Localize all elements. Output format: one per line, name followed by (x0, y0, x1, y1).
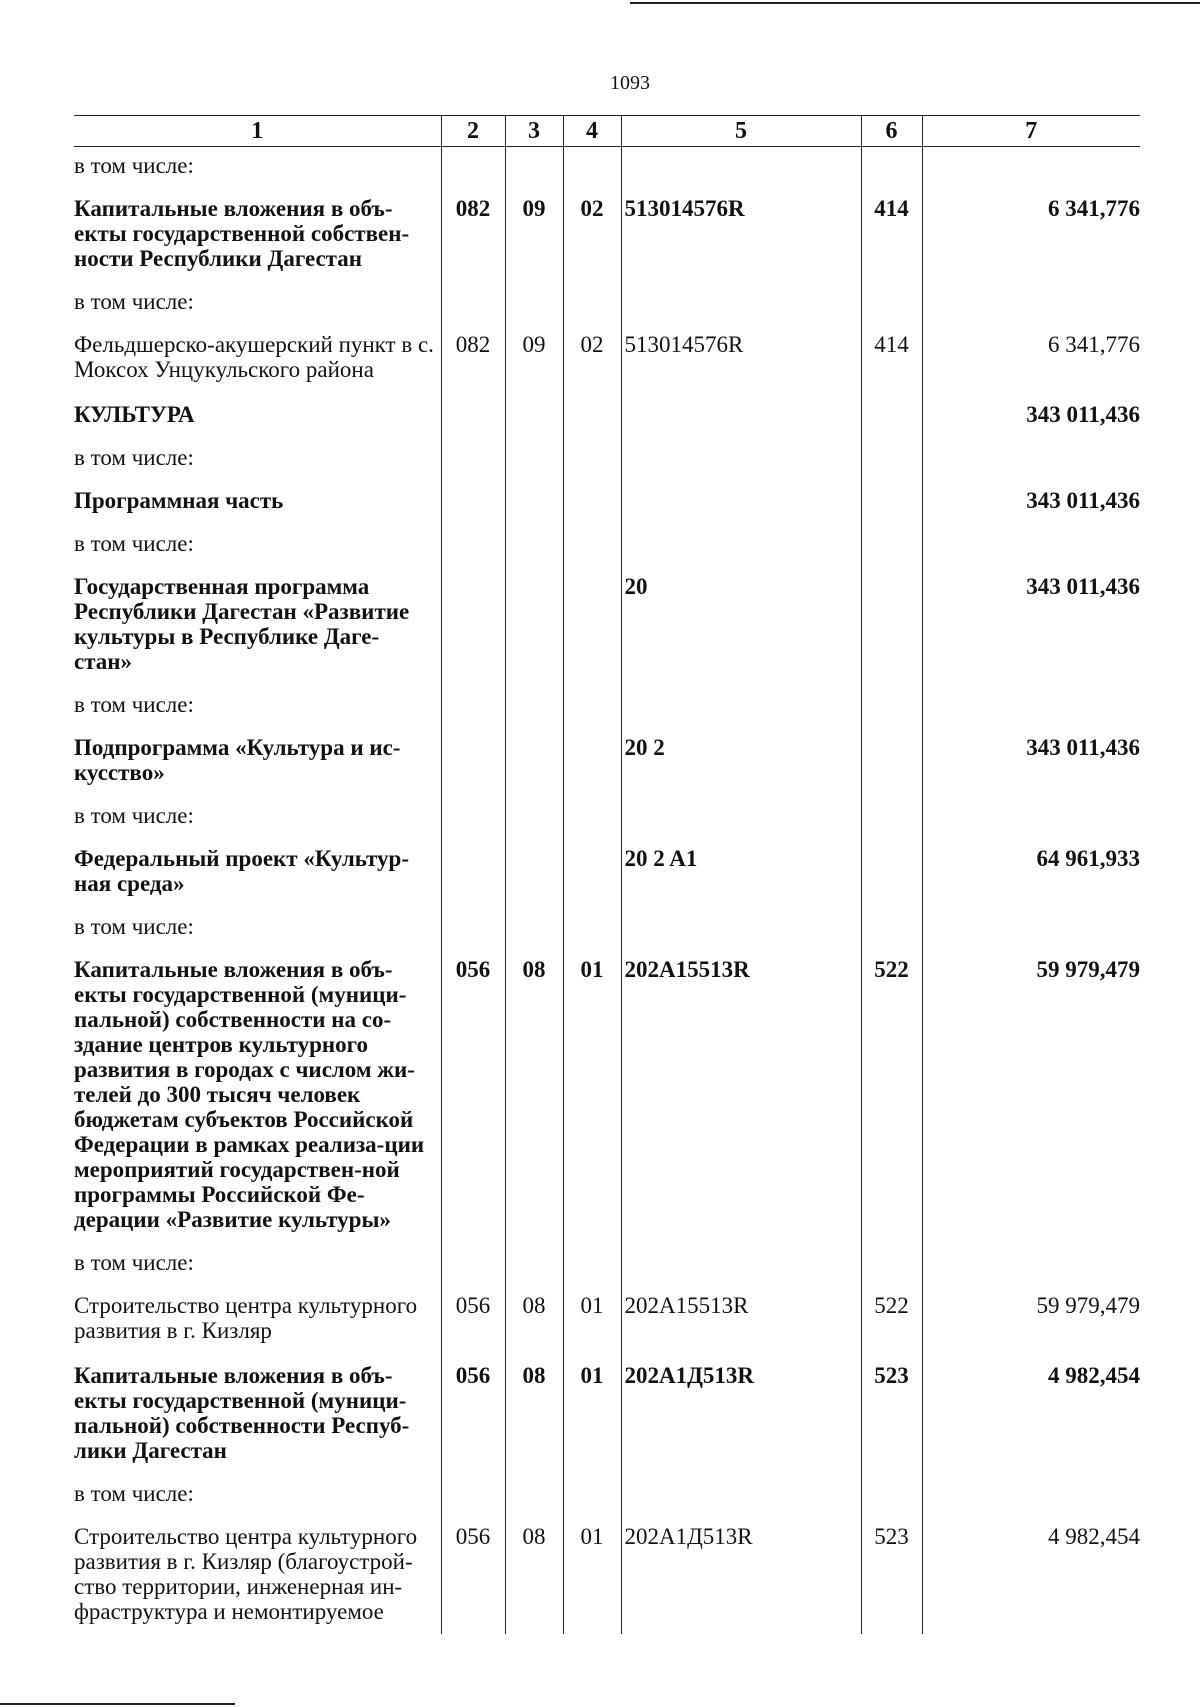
subsection-code-cell (563, 392, 621, 437)
subtotal-note-row (74, 281, 1140, 322)
column-header: 6 (861, 116, 922, 147)
amount-cell (922, 281, 1140, 322)
section-code-cell (441, 523, 505, 564)
subsection-code-cell (505, 523, 563, 564)
expense-type-cell (861, 725, 922, 795)
row-name-cell: Капитальные вложения в объ-екты государственной (муници-пальной) собственности на со-здание центров культурного развития в городах с числом жи-телей до 300 тысяч человек бюджетам субъектов Российской Федерации в рамках реализа-ции мероприятий государствен-ной программы Российской Фе-дерации «Развитие культуры» (74, 957, 425, 1232)
row-name-cell: в том числе: (74, 692, 194, 717)
table-row (74, 725, 1140, 795)
subsection-code-cell: 01 (563, 1353, 621, 1473)
expense-type-cell (861, 392, 922, 437)
subsection-code-cell (505, 281, 563, 322)
target-article-cell (621, 684, 861, 725)
subsection-code-cell (505, 392, 563, 437)
subtotal-note-row (74, 523, 1140, 564)
section-code-cell (441, 836, 505, 906)
target-article-cell: 20 2 A1 (621, 836, 861, 906)
subsection-code-cell (563, 564, 621, 684)
subsection-code-cell (563, 523, 621, 564)
target-article-cell: 202A15513R (621, 947, 861, 1242)
column-header: 5 (621, 116, 861, 147)
section-code-cell (441, 725, 505, 795)
amount-cell: 4 982,454 (922, 1514, 1140, 1634)
subsection-code-cell: 08 (505, 1514, 563, 1634)
subsection-code-cell (505, 906, 563, 947)
target-article-cell (621, 1242, 861, 1283)
target-article-cell: 513014576R (621, 186, 861, 281)
table-row (74, 392, 1140, 437)
column-header: 3 (505, 116, 563, 147)
subsection-code-cell (505, 564, 563, 684)
target-article-cell (621, 147, 861, 187)
row-name-cell: Программная часть (74, 488, 284, 513)
row-name-cell: в том числе: (74, 1481, 194, 1506)
subsection-code-cell (505, 147, 563, 187)
target-article-cell: 202A1Д513R (621, 1353, 861, 1473)
expense-type-cell (861, 684, 922, 725)
section-code-cell (441, 147, 505, 187)
row-name-cell: Подпрограмма «Культура и ис-кусство» (74, 735, 401, 785)
expense-type-cell (861, 906, 922, 947)
target-article-cell (621, 1473, 861, 1514)
section-code-cell (441, 906, 505, 947)
target-article-cell (621, 523, 861, 564)
subsection-code-cell: 08 (505, 947, 563, 1242)
expense-type-cell (861, 564, 922, 684)
subsection-code-cell (563, 147, 621, 187)
amount-cell (922, 1242, 1140, 1283)
table-header-row (74, 116, 1140, 147)
row-name-cell: в том числе: (74, 1250, 194, 1275)
row-name-cell: Федеральный проект «Культур-ная среда» (74, 846, 409, 896)
subsection-code-cell (563, 725, 621, 795)
amount-cell (922, 684, 1140, 725)
row-name-cell: в том числе: (74, 289, 194, 314)
target-article-cell (621, 478, 861, 523)
subsection-code-cell (563, 281, 621, 322)
expense-type-cell: 522 (861, 1283, 922, 1353)
amount-cell: 6 341,776 (922, 186, 1140, 281)
column-header: 1 (74, 116, 441, 147)
section-code-cell (441, 478, 505, 523)
row-name-cell: в том числе: (74, 803, 194, 828)
subsection-code-cell (563, 836, 621, 906)
amount-cell: 6 341,776 (922, 322, 1140, 392)
expense-type-cell (861, 281, 922, 322)
subsection-code-cell (505, 478, 563, 523)
column-header: 4 (563, 116, 621, 147)
table-row (74, 322, 1140, 392)
subsection-code-cell (563, 437, 621, 478)
expense-type-cell (861, 795, 922, 836)
subsection-code-cell (563, 684, 621, 725)
section-code-cell (441, 1473, 505, 1514)
row-name-cell: в том числе: (74, 445, 194, 470)
target-article-cell (621, 392, 861, 437)
subtotal-note-row (74, 684, 1140, 725)
table-row (74, 836, 1140, 906)
section-code-cell (441, 684, 505, 725)
expense-type-cell: 414 (861, 322, 922, 392)
subsection-code-cell (505, 1473, 563, 1514)
subsection-code-cell: 02 (563, 322, 621, 392)
section-code-cell (441, 1242, 505, 1283)
section-code-cell (441, 281, 505, 322)
row-name-cell: Фельдшерско-акушерский пункт в с. Моксох Унцукульского района (74, 332, 434, 382)
target-article-cell (621, 281, 861, 322)
subsection-code-cell (505, 836, 563, 906)
subsection-code-cell: 09 (505, 322, 563, 392)
subsection-code-cell (505, 437, 563, 478)
table-row (74, 1283, 1140, 1353)
target-article-cell (621, 906, 861, 947)
subtotal-note-row (74, 1242, 1140, 1283)
row-name-cell: Капитальные вложения в объ-екты государственной (муници-пальной) собственности Респуб-лики Дагестан (74, 1363, 410, 1463)
amount-cell: 343 011,436 (922, 478, 1140, 523)
subtotal-note-row (74, 1473, 1140, 1514)
section-code-cell (441, 392, 505, 437)
top-border-line (630, 2, 1200, 4)
row-name-cell: в том числе: (74, 914, 194, 939)
amount-cell: 64 961,933 (922, 836, 1140, 906)
row-name-cell: Строительство центра культурного развития в г. Кизляр (благоустрой-ство территории, инженерная ин-фраструктура и немонтируемое (74, 1524, 418, 1624)
section-code-cell: 056 (441, 1283, 505, 1353)
table-row (74, 564, 1140, 684)
amount-cell: 4 982,454 (922, 1353, 1140, 1473)
table-row (74, 1514, 1140, 1634)
row-name-cell: Строительство центра культурного развития в г. Кизляр (74, 1293, 418, 1343)
subtotal-note-row (74, 795, 1140, 836)
subsection-code-cell (505, 684, 563, 725)
section-code-cell (441, 564, 505, 684)
amount-cell: 343 011,436 (922, 392, 1140, 437)
row-name-cell: Государственная программа Республики Дагестан «Развитие культуры в Республике Даге-стан» (74, 574, 410, 674)
expense-type-cell (861, 1242, 922, 1283)
row-name-cell: Капитальные вложения в объ-екты государственной собствен-ности Республики Дагестан (74, 196, 410, 271)
subsection-code-cell: 01 (563, 1283, 621, 1353)
table-row (74, 1353, 1140, 1473)
bottom-border-line (0, 1703, 235, 1705)
subsection-code-cell (563, 478, 621, 523)
subtotal-note-row (74, 147, 1140, 187)
section-code-cell: 082 (441, 322, 505, 392)
subsection-code-cell (563, 1242, 621, 1283)
subsection-code-cell (505, 795, 563, 836)
amount-cell: 343 011,436 (922, 725, 1140, 795)
target-article-cell (621, 795, 861, 836)
page-number: 1093 (610, 72, 650, 94)
expense-type-cell (861, 1473, 922, 1514)
expense-type-cell: 522 (861, 947, 922, 1242)
subtotal-note-row (74, 906, 1140, 947)
subsection-code-cell: 08 (505, 1283, 563, 1353)
amount-cell: 343 011,436 (922, 564, 1140, 684)
expense-type-cell: 414 (861, 186, 922, 281)
row-name-cell: КУЛЬТУРА (74, 402, 195, 427)
table-row (74, 947, 1140, 1242)
subtotal-note-row (74, 437, 1140, 478)
expense-type-cell (861, 523, 922, 564)
amount-cell: 59 979,479 (922, 1283, 1140, 1353)
expense-type-cell (861, 437, 922, 478)
table-row (74, 186, 1140, 281)
table-body (74, 147, 1140, 1635)
amount-cell (922, 437, 1140, 478)
expense-type-cell: 523 (861, 1514, 922, 1634)
expense-type-cell: 523 (861, 1353, 922, 1473)
amount-cell (922, 795, 1140, 836)
subsection-code-cell: 01 (563, 1514, 621, 1634)
subsection-code-cell: 02 (563, 186, 621, 281)
expense-type-cell (861, 478, 922, 523)
table-row (74, 478, 1140, 523)
amount-cell: 59 979,479 (922, 947, 1140, 1242)
target-article-cell: 20 2 (621, 725, 861, 795)
section-code-cell: 056 (441, 1514, 505, 1634)
subsection-code-cell (563, 1473, 621, 1514)
expense-type-cell (861, 147, 922, 187)
section-code-cell (441, 795, 505, 836)
subsection-code-cell (563, 795, 621, 836)
column-header: 7 (922, 116, 1140, 147)
target-article-cell: 20 (621, 564, 861, 684)
target-article-cell (621, 437, 861, 478)
target-article-cell: 202A1Д513R (621, 1514, 861, 1634)
subsection-code-cell (505, 725, 563, 795)
subsection-code-cell: 08 (505, 1353, 563, 1473)
section-code-cell (441, 437, 505, 478)
expense-type-cell (861, 836, 922, 906)
subsection-code-cell: 01 (563, 947, 621, 1242)
subsection-code-cell (505, 1242, 563, 1283)
row-name-cell: в том числе: (74, 531, 194, 556)
amount-cell (922, 906, 1140, 947)
column-header: 2 (441, 116, 505, 147)
amount-cell (922, 523, 1140, 564)
section-code-cell: 056 (441, 947, 505, 1242)
budget-table (74, 115, 1140, 1634)
target-article-cell: 202A15513R (621, 1283, 861, 1353)
section-code-cell: 082 (441, 186, 505, 281)
section-code-cell: 056 (441, 1353, 505, 1473)
row-name-cell: в том числе: (74, 153, 194, 178)
amount-cell (922, 147, 1140, 187)
amount-cell (922, 1473, 1140, 1514)
subsection-code-cell (563, 906, 621, 947)
subsection-code-cell: 09 (505, 186, 563, 281)
target-article-cell: 513014576R (621, 322, 861, 392)
